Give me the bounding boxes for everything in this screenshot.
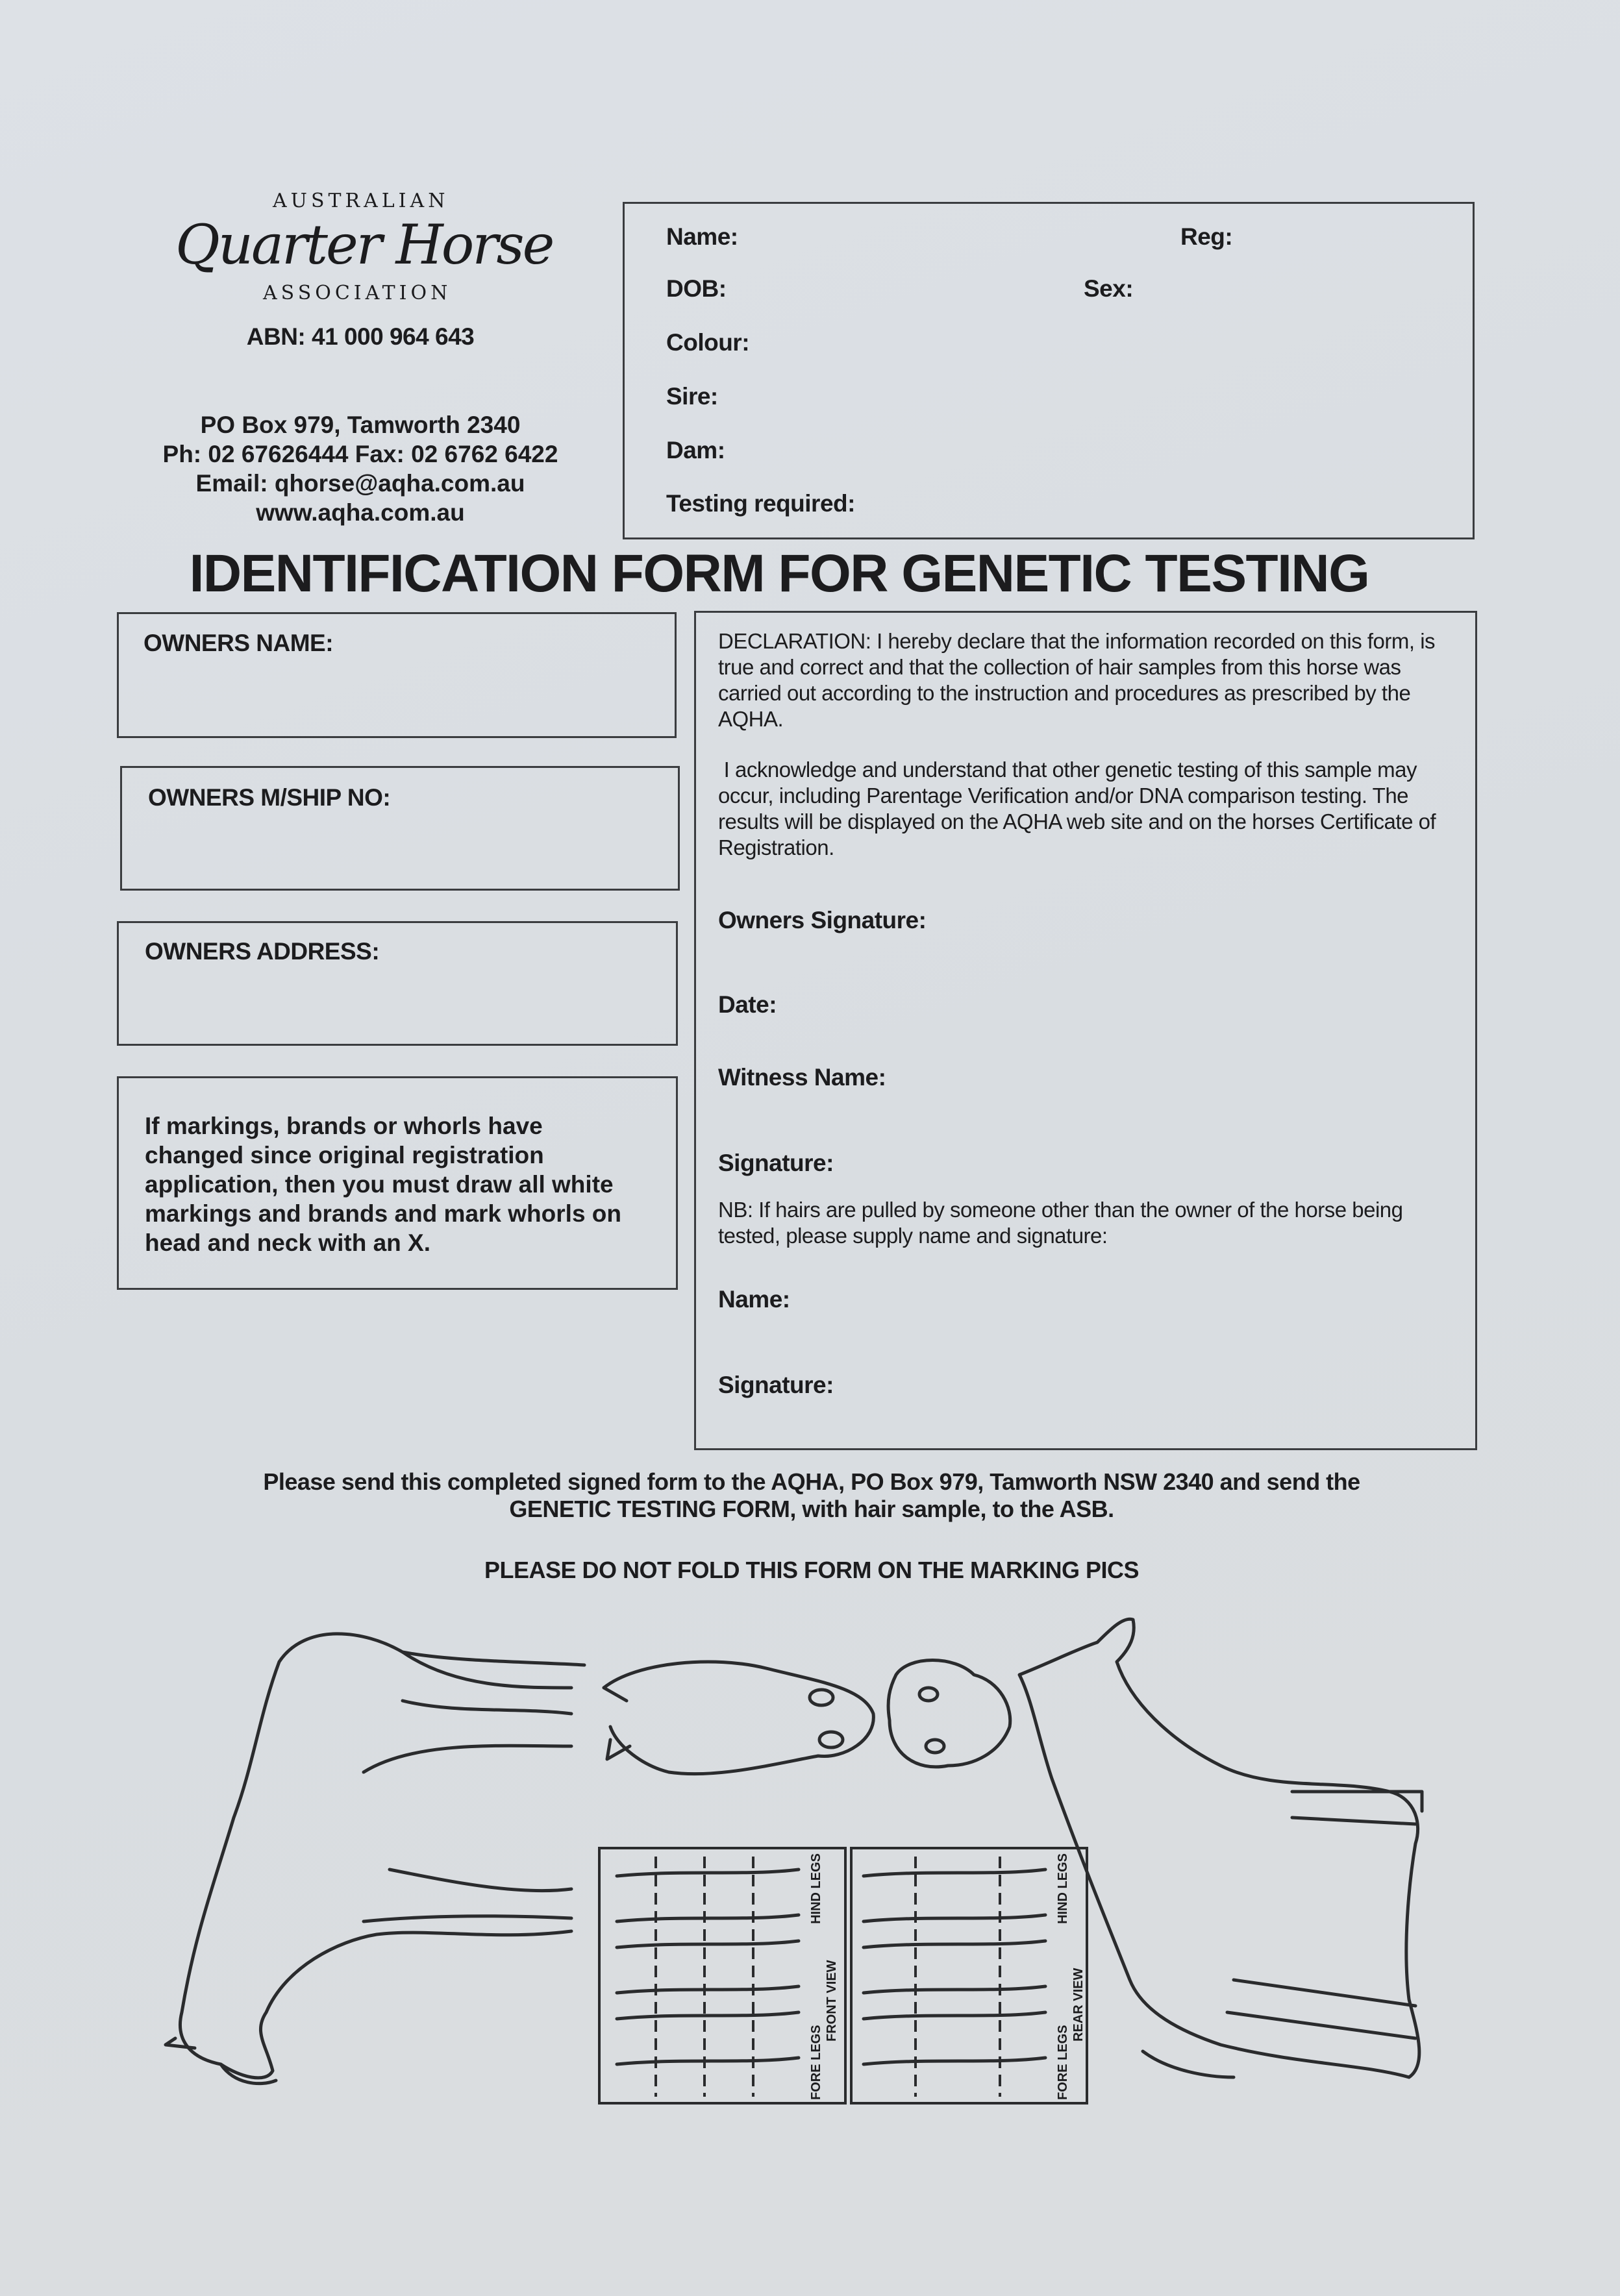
website: www.aqha.com.au [256,499,465,526]
owners-mship-box[interactable] [120,766,680,891]
front-view-labels [808,1853,840,2100]
acknowledgement-text: I acknowledge and understand that other genetic testing of this sample may occur, including Parentage Verification and/or DNA comparison testing. The results will be displayed on the AQHA web site and on the horses Certificate of Registration. [718,758,1441,859]
owners-name-label: OWNERS NAME: [143,630,334,656]
sire-label[interactable]: Sire: [666,383,718,410]
owners-name-box[interactable] [117,612,677,738]
horse-head-top-icon[interactable] [604,1662,873,1774]
markings-note-box [117,1076,678,1290]
phone-fax: Ph: 02 67626444 Fax: 02 6762 6422 [162,441,558,467]
date-label[interactable]: Date: [718,991,777,1018]
sex-label[interactable]: Sex: [1084,275,1134,302]
witness-signature-label[interactable]: Signature: [718,1150,834,1176]
logo-top-text: AUSTRALIAN [273,190,449,212]
declaration-content [718,628,1456,1400]
owners-address-box[interactable] [117,921,678,1046]
logo-bottom-text: ASSOCIATION [263,282,452,304]
dob-label[interactable]: DOB: [666,275,727,302]
reg-label[interactable]: Reg: [1180,223,1233,250]
markings-note: If markings, brands or whorls have changed since original registration application, then you must draw all white markings and brands and mark whorls on head and neck with an X. [145,1113,622,1256]
owners-address-label: OWNERS ADDRESS: [145,938,380,965]
owners-mship-label: OWNERS M/SHIP NO: [148,784,391,811]
declaration-text: DECLARATION: I hereby declare that the information recorded on this form, is true and correct and that the collection of hair samples from this horse was carried out according to the instruction and procedures as prescribed by the AQHA. [718,629,1436,731]
rear-hind-legs-label: HIND LEGS [1056,1853,1070,1924]
footer-block [78,1468,1545,1584]
page-title: IDENTIFICATION FORM FOR GENETIC TESTING [189,544,1369,603]
rear-fore-legs-label: FORE LEGS [1056,2025,1070,2100]
logo-script-text: Quarter Horse [175,213,553,277]
declaration-box [694,611,1477,1450]
front-fore-legs-label: FORE LEGS [809,2025,823,2100]
puller-name-label[interactable]: Name: [718,1286,790,1313]
abn: ABN: 41 000 964 643 [246,323,475,350]
rear-view-legs-panel[interactable] [851,1848,1087,2103]
colour-label[interactable]: Colour: [666,329,750,356]
rear-view-labels [1055,1853,1086,2100]
front-view-label: FRONT VIEW [825,1960,839,2042]
puller-signature-label[interactable]: Signature: [718,1372,834,1398]
rear-view-label: REAR VIEW [1071,1968,1086,2042]
horse-head-front-icon[interactable] [888,1660,1010,1767]
email: Email: qhorse@aqha.com.au [195,470,525,497]
send-instructions-line2: GENETIC TESTING FORM, with hair sample, to the ASB. [509,1496,1114,1522]
owners-signature-label[interactable]: Owners Signature: [718,907,927,933]
horse-details-box [623,202,1475,539]
witness-name-label[interactable]: Witness Name: [718,1064,886,1091]
dam-label[interactable]: Dam: [666,437,725,463]
aqha-logo [162,188,552,312]
horse-left-side-icon[interactable] [166,1634,584,2084]
front-hind-legs-label: HIND LEGS [809,1853,823,1924]
testing-required-label[interactable]: Testing required: [666,490,855,517]
horse-name-label[interactable]: Name: [666,223,738,250]
org-address-block [133,410,588,527]
send-instructions-line1: Please send this completed signed form to the AQHA, PO Box 979, Tamworth NSW 2340 and send the [263,1468,1360,1495]
nb-text: NB: If hairs are pulled by someone other than the owner of the horse being tested, please supply name and signature: [718,1198,1403,1248]
do-not-fold-warning: PLEASE DO NOT FOLD THIS FORM ON THE MARKING PICS [484,1557,1139,1583]
postal-address: PO Box 979, Tamworth 2340 [200,412,521,438]
